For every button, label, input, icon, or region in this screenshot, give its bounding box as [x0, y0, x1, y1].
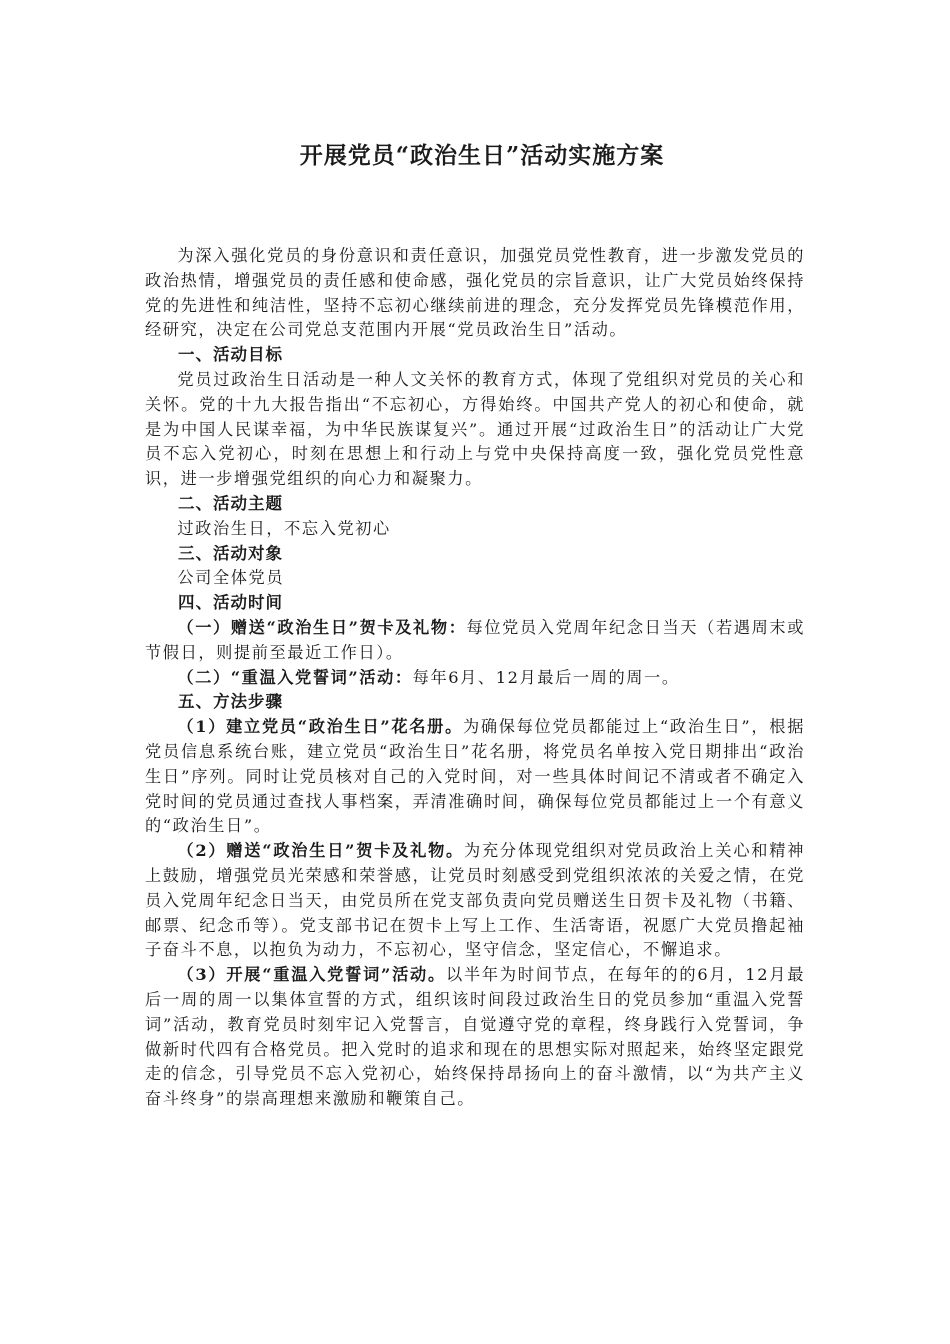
step-2-text: 为充分体现党组织对党员政治上关心和精神上鼓励，增强党员光荣感和荣誉感，让党员时刻感受到党组织浓浓的关爱之情，在党员入党周年纪念日当天，由党员所在党支部负责向党员赠送生日贺卡及礼物（书籍、邮票、纪念币等）。党支部书记在贺卡上写上工作、生活寄语，祝愿广大党员撸起袖子奋斗不息，以抱负为动力，不忘初心，坚守信念，坚定信心，不懈追求。: [145, 841, 805, 960]
time-item-2: [145, 666, 805, 691]
goal-paragraph: 党员过政治生日活动是一种人文关怀的教育方式，体现了党组织对党员的关心和关怀。党的十九大报告指出“不忘初心，方得始终。中国共产党人的初心和使命，就是为中国人民谋幸福，为中华民族谋复兴”。通过开展“过政治生日”的活动让广大党员不忘入党初心，时刻在思想上和行动上与党中央保持高度一致，强化党员党性意识，进一步增强党组织的向心力和凝聚力。: [145, 369, 805, 489]
time-item-1-lead: （一）赠送“政治生日”贺卡及礼物：: [177, 617, 467, 637]
time-item-1: [145, 616, 805, 666]
step-3: [145, 963, 805, 1112]
intro-paragraph: 为深入强化党员的身份意识和责任意识，加强党员党性教育，进一步激发党员的政治热情，增强党员的责任感和使命感，强化党员的宗旨意识，让广大党员始终保持党的先进性和纯洁性，坚持不忘初心继续前进的理念，充分发挥党员先锋模范作用，经研究，决定在公司党总支范围内开展“党员政治生日”活动。: [145, 246, 805, 340]
step-2: [145, 839, 805, 963]
target-paragraph: 公司全体党员: [177, 568, 285, 588]
step-2-lead: （2）赠送“政治生日”贺卡及礼物。: [177, 841, 464, 861]
theme-paragraph: 过政治生日，不忘入党初心: [177, 518, 391, 538]
step-1-text: 为确保每位党员都能过上“政治生日”，根据党员信息系统台账，建立党员“政治生日”花名册，将党员名单按入党日期排出“政治生日”序列。同时让党员核对自己的入党时间，对一些具体时间记不清或者不确定入党时间的党员通过查找人事档案，弄清准确时间，确保每位党员都能过上一个有意义的“政治生日”。: [145, 717, 805, 836]
time-item-2-lead: （二）“重温入党誓词”活动：: [177, 667, 413, 687]
section-heading-theme: 二、活动主题: [178, 493, 283, 513]
time-item-1-text: 每位党员入党周年纪念日当天（若遇周末或节假日，则提前至最近工作日）。: [145, 617, 805, 662]
step-3-text: 以半年为时间节点，在每年的的6月，12月最后一周的周一以集体宣誓的方式，组织该时间段过政治生日的党员参加“重温入党誓词”活动，教育党员时刻牢记入党誓言，自觉遵守党的章程，终身践行入党誓词，争做新时代四有合格党员。把入党时的追求和现在的思想实际对照起来，始终坚定跟党走的信念，引导党员不忘入党初心，始终保持昂扬向上的奋斗激情，以“为共产主义奋斗终身”的崇高理想来激励和鞭策自己。: [145, 965, 806, 1109]
step-1-lead: （1）建立党员“政治生日”花名册。: [177, 717, 463, 737]
section-heading-time: 四、活动时间: [178, 593, 283, 613]
time-item-2-text: 每年6月、12月最后一周的周一。: [412, 667, 680, 687]
section-heading-goal: 一、活动目标: [178, 345, 283, 365]
section-heading-target: 三、活动对象: [178, 543, 283, 563]
document-title: 开展党员“政治生日”活动实施方案: [299, 142, 665, 169]
step-1: [145, 715, 805, 839]
section-heading-steps: 五、方法步骤: [178, 692, 283, 712]
step-3-lead: （3）开展“重温入党誓词”活动。: [177, 965, 446, 985]
